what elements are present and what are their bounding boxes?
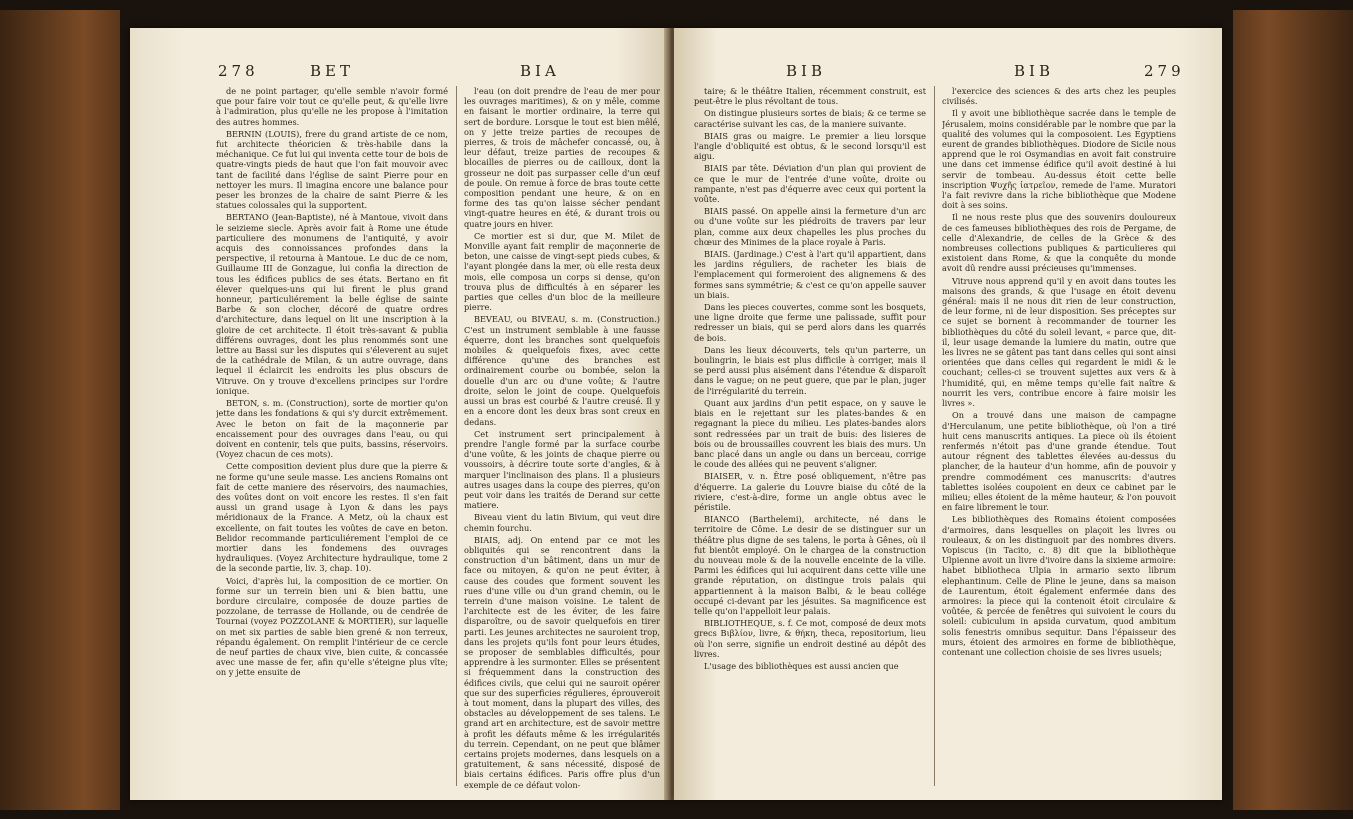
paragraph: On a trouvé dans une maison de campagne d'Herculanum, une petite bibliothèque, où l'on a tiré huit cens manuscrits antiques. La piece où ils étoient renfermés n'étoit pas d'une grande étendue. Tout autour régnent des tablettes élevées au-dessus du plancher, de la hauteur d'un homme, afin de pouvoir y prendre commodément ces manuscrits: d'autres tablettes isolées coupoient en deux ce cabinet par le milieu; elles étoient de la même hauteur, & l'on pouvoit en faire librement le tour. bbox=[942, 410, 1176, 513]
running-head-right: BIB bbox=[1014, 62, 1054, 80]
paragraph: Dans les lieux découverts, tels qu'un parterre, un boulingrin, le biais est plus difficile à corriger, mais il se perd aussi plus aisément dans l'étendue & disparoît dans le vague; on ne peut guere, que par le plan, juger de l'irrégularité du terrein. bbox=[694, 344, 926, 396]
paragraph: l'eau (on doit prendre de l'eau de mer pour les ouvrages maritimes), & on y mêle, comme en faisant le mortier ordinaire, la terre qui sert de bordure. Lorsque le tout est bien mêlé, on y jette treize parties de recoupes de pierres, & trois de mâchefer concassé, ou, à leur défaut, treize parties de recoupes & blocailles de pierres ou de cailloux, dont la grosseur ne doit pas surpasser celle d'un œuf de poule. On remue à force de bras toute cette composition pendant une heure, & on en forme des tas qu'on laisse sécher pendant vingt-quatre heures en été, & durant trois ou quatre jours en hiver. bbox=[464, 86, 660, 229]
right-page-column-1 bbox=[694, 86, 926, 798]
paragraph: Cet instrument sert principalement à prendre l'angle formé par la surface courbe d'une voûte, & les joints de chaque pierre ou voussoirs, à décrire toute sorte d'angles, & à marquer l'inclinaison des plans. Il a plusieurs autres usages dans la coupe des pierres, qu'on peut voir dans les traités de Derand sur cette matiere. bbox=[464, 428, 660, 511]
book-cover-right bbox=[1233, 10, 1353, 810]
paragraph: Quant aux jardins d'un petit espace, on y sauve le biais en le rejettant sur les plates-bandes & en regagnant la piece du milieu. Les plates-bandes alors sont redressées par un trait de buis: des lisieres de bois ou de broussailles couvrent les biais des murs. Un banc placé dans un angle ou dans un berceau, corrige le coude des allées qui ne peuvent s'aligner. bbox=[694, 397, 926, 470]
paragraph: On distingue plusieurs sortes de biais; & ce terme se caractérise suivant les cas, de la maniere suivante. bbox=[694, 108, 926, 129]
paragraph: Les bibliothèques des Romains étoient composées d'armoires, dans lesquelles on plaçoit les livres ou rouleaux, & on les distinguoit par des nombres divers. Vopiscus (in Tacito, c. 8) dit que la bibliothèque Ulpienne avoit un livre d'ivoire dans la sixieme armoire: habet bibliotheca Ulpia in armario sexto librum elephantinum. Celle de Pline le jeune, dans sa maison de Laurentum, étoit également enfermée dans des armoires: la piece qui la contenoit étoit circulaire & voûtée, & percée de fenêtres qui suivoient le cours du soleil: cubiculum in apsida curvatum, quod ambitum solis fenestris omnibus sequitur. Dans l'épaisseur des murs, étoient des armoires en forme de bibliothèque, contenant une collection choisie de ses livres usuels; bbox=[942, 514, 1176, 657]
left-page-column-2 bbox=[464, 86, 660, 798]
paragraph: l'exercice des sciences & des arts chez les peuples civilisés. bbox=[942, 86, 1176, 107]
running-head-right: BIA bbox=[520, 62, 560, 80]
paragraph: BEVEAU, ou BIVEAU, s. m. (Construction.) C'est un instrument semblable à une fausse équerre, dont les branches sont quelquefois mobiles & quelquefois fixes, avec cette différence qu'une des branches est ordinairement courbe ou bombée, selon la douelle d'un arc ou d'une voûte; & l'autre droite, selon le joint de coupe. Quelquefois aussi un bras est courbé & l'autre creusé. Il y en a encore dont les deux bras sont creux en dedans. bbox=[464, 314, 660, 427]
column-rule bbox=[456, 86, 457, 786]
paragraph: de ne point partager, qu'elle semble n'avoir formé que pour faire voir tout ce qu'elle peut, & qu'elle livre à l'admiration, plus qu'elle ne les propose à l'imitation des autres hommes. bbox=[216, 86, 448, 127]
paragraph: Dans les pieces couvertes, comme sont les bosquets, une ligne droite que ferme une palissade, suffit pour redresser un biais, qui se perd alors dans les quarrés de bois. bbox=[694, 302, 926, 343]
paragraph: Il ne nous reste plus que des souvenirs douloureux de ces fameuses bibliothèques des rois de Pergame, de celle d'Alexandrie, de celles de la Grèce & des nombreuses collections publiques & particulieres qui existoient dans Rome, & que la conquête du monde avoit dû rendre aussi précieuses qu'immenses. bbox=[942, 212, 1176, 274]
paragraph: Voici, d'après lui, la composition de ce mortier. On forme sur un terrein bien uni & bien battu, une bordure circulaire, composée de douze parties de pozzolane, de terrasse de Hollande, ou de cendrée de Tournai (voyez POZZOLANE & MORTIER), sur laquelle on met six parties de sable bien grené & non terreux, répandu également. On remplit l'intérieur de ce cercle de neuf parties de chaux vive, bien cuite, & concassée avec une masse de fer, afin qu'elle s'éteigne plus vîte; on y jette ensuite de bbox=[216, 575, 448, 678]
page-number: 278 bbox=[218, 62, 259, 80]
paragraph: BIAIS gras ou maigre. Le premier a lieu lorsque l'angle d'obliquité est obtus, & le second lorsqu'il est aigu. bbox=[694, 130, 926, 162]
paragraph: BIAIS par tête. Déviation d'un plan qui provient de ce que le mur de l'entrée d'une voûte, droite ou rampante, n'est pas d'équerre avec ceux qui portent la voûte. bbox=[694, 163, 926, 205]
paragraph: Il y avoit une bibliothèque sacrée dans le temple de Jérusalem, moins considérable par le nombre que par la qualité des volumes qui la composoient. Les Egyptiens eurent de grandes bibliothèques. Diodore de Sicile nous apprend que le roi Osymandias en avoit fait construire une dans cet immense édifice qu'il avoit destiné à lui servir de tombeau. Au-dessus étoit cette belle inscription Ψυχῆς ἰατρεῖον, remede de l'ame. Muratori l'a fait revivre dans la riche bibliothèque que Modene doit à ses soins. bbox=[942, 108, 1176, 211]
paragraph: BIAIS, adj. On entend par ce mot les obliquités qui se rencontrent dans la construction d'un bâtiment, dans un mur de face ou mitoyen, & qu'on ne peut éviter, à cause des coudes que forment souvent les rues d'une ville ou d'un grand chemin, ou le terrein d'une maison voisine. Le talent de l'architecte est de les éviter, de les faire disparoître, ou de savoir quelquefois en tirer parti. Les jeunes architectes ne sauroient trop, dans les projets qu'ils font pour leurs études, se proposer de semblables difficultés, pour apprendre à les surmonter. Elles se présentent si fréquemment dans la construction des édifices civils, que celui qui ne sauroit opérer que sur des superficies régulieres, éprouveroit à tout moment, dans la plupart des villes, des obstacles au développement de ses talens. Le grand art en architecture, est de savoir mettre à profit les défauts même & les irrégularités du terrein. Cependant, on ne peut que blâmer certains projets modernes, dans lesquels on a gratuitement, & sans nécessité, disposé de biais certains édifices. Paris offre plus d'un exemple de ce défaut volon- bbox=[464, 534, 660, 790]
paragraph: Biveau vient du latin Bivium, qui veut dire chemin fourchu. bbox=[464, 512, 660, 533]
paragraph: Vitruve nous apprend qu'il y en avoit dans toutes les maisons des grands, & que l'usage en étoit devenu général: mais il ne nous dit rien de leur construction, de leur forme, ni de leur disposition. Ses préceptes sur ce sujet se bornent à recommander de tourner les bibliothèques du côté du soleil levant, « parce que, dit-il, leur usage demande la lumiere du matin, outre que les livres ne se gâtent pas tant dans celles qui sont ainsi orientées que dans celles qui regardent le midi & le couchant; celles-ci se trouvent sujettes aux vers & à l'humidité, qui, en même temps qu'elle fait naître & nourrit les vers, contribue encore à faire moisir les livres ». bbox=[942, 275, 1176, 409]
column-rule bbox=[934, 86, 935, 786]
running-head-left: BET bbox=[310, 62, 354, 80]
paragraph: Ce mortier est si dur, que M. Milet de Monville ayant fait remplir de maçonnerie de beton, une caisse de vingt-sept pieds cubes, & l'ayant plongée dans la mer, où elle resta deux mois, elle composa un corps si dense, qu'on trouva plus de difficultés à en séparer les parties que celles d'un bloc de la meilleure pierre. bbox=[464, 230, 660, 313]
book-cover-left bbox=[0, 10, 120, 810]
running-head-left: BIB bbox=[786, 62, 826, 80]
paragraph: BIBLIOTHEQUE, s. f. Ce mot, composé de deux mots grecs Βιβλίον, livre, & θήκη, theca, repositorium, lieu où l'on serre, signifie un endroit destiné au dépôt des livres. bbox=[694, 618, 926, 659]
left-page-column-1 bbox=[216, 86, 448, 798]
page-number: 279 bbox=[1144, 62, 1185, 80]
paragraph: BERTANO (Jean-Baptiste), né à Mantoue, vivoit dans le seizieme siecle. Après avoir fait à Rome une étude particuliere des monumens de l'antiquité, y avoir acquis des connoissances profondes dans la perspective, il retourna à Mantoue. Le duc de ce nom, Guillaume III de Gonzague, lui confia la direction de tous les édifices publics de ses états. Bertano en fit élever quelques-uns qui lui firent le plus grand honneur, particuliérement la belle église de sainte Barbe & son clocher, décoré de quatre ordres d'architecture, dans lequel on lit une inscription à la gloire de cet architecte. Il étoit très-savant & publia différens ouvrages, dont les plus renommés sont une lettre au Bassi sur les disputes qui s'éleverent au sujet de la cathédrale de Milan, & un autre ouvrage, dans lequel il éclaircit les endroits les plus obscurs de Vitruve. On y trouve d'excellens principes sur l'ordre ionique. bbox=[216, 212, 448, 396]
paragraph: BIAIS. (Jardinage.) C'est à l'art qu'il appartient, dans les jardins réguliers, de racheter les biais de l'emplacement qui formeroient des alignemens & des formes sans symmétrie; & c'est ce qu'on appelle sauver un biais. bbox=[694, 249, 926, 300]
paragraph: Cette composition devient plus dure que la pierre & ne forme qu'une seule masse. Les anciens Romains ont fait de cette maniere des réservoirs, des naumachies, des voûtes dont on voit encore les restes. Il s'en fait aussi un grand usage à Lyon & dans les pays méridionaux de la France. A Metz, où la chaux est excellente, on fait toutes les voûtes de cave en beton. Belidor recommande particuliérement l'emploi de ce mortier dans les fondemens des ouvrages hydrauliques. (Voyez Architecture hydraulique, tome 2 de la seconde partie, liv. 3, chap. 10). bbox=[216, 461, 448, 574]
paragraph: L'usage des bibliothèques est aussi ancien que bbox=[704, 660, 899, 671]
left-page bbox=[130, 28, 670, 800]
paragraph: taire; & le théâtre Italien, récemment construit, est peut-être le plus révoltant de tous. bbox=[694, 86, 926, 107]
paragraph: BIAIS passé. On appelle ainsi la fermeture d'un arc ou d'une voûte sur les piédroits de travers par leur plan, comme aux deux chapelles les plus proches du chœur des Minimes de la place royale à Paris. bbox=[694, 206, 926, 247]
paragraph: BIAISER, v. n. Être posé obliquement, n'être pas d'équerre. La galerie du Louvre biaise du côté de la riviere, c'est-à-dire, forme un angle obtus avec le péristile. bbox=[694, 471, 926, 512]
paragraph: BETON, s. m. (Construction), sorte de mortier qu'on jette dans les fondations & qui s'y durcit extrêmement. Avec le beton on fait de la maçonnerie par encaissement pour des ouvrages dans l'eau, ou qui doivent en contenir, tels que puits, bassins, réservoirs. (Voyez chacun de ces mots). bbox=[216, 398, 448, 460]
paragraph: BERNIN (LOUIS), frere du grand artiste de ce nom, fut architecte théoricien & très-habile dans la méchanique. Ce fut lui qui inventa cette tour de bois de quatre-vingts pieds de haut que l'on fait mouvoir avec tant de facilité dans l'église de saint Pierre pour en nettoyer les murs. Il imagina encore une balance pour peser les bronzes de la chaire de saint Pierre & les statues colossales qui la supportent. bbox=[216, 128, 448, 211]
right-running-head bbox=[674, 62, 1222, 84]
right-page-column-2 bbox=[942, 86, 1176, 798]
right-page bbox=[674, 28, 1222, 800]
left-running-head bbox=[130, 62, 670, 84]
paragraph: BIANCO (Barthelemi), architecte, né dans le territoire de Côme. Le desir de se distinguer sur un théâtre plus digne de ses talens, le porta à Gênes, où il fut bientôt employé. On le chargea de la construction du nouveau mole & de la nouvelle enceinte de la ville. Parmi les édifices qui lui acquirent dans cette ville une grande réputation, on distingue trois palais qui appartiennent à la maison Balbi, & le beau collége occupé ci-devant par les jésuites. Sa magnificence est telle qu'on l'appelloit leur palais. bbox=[694, 514, 926, 616]
